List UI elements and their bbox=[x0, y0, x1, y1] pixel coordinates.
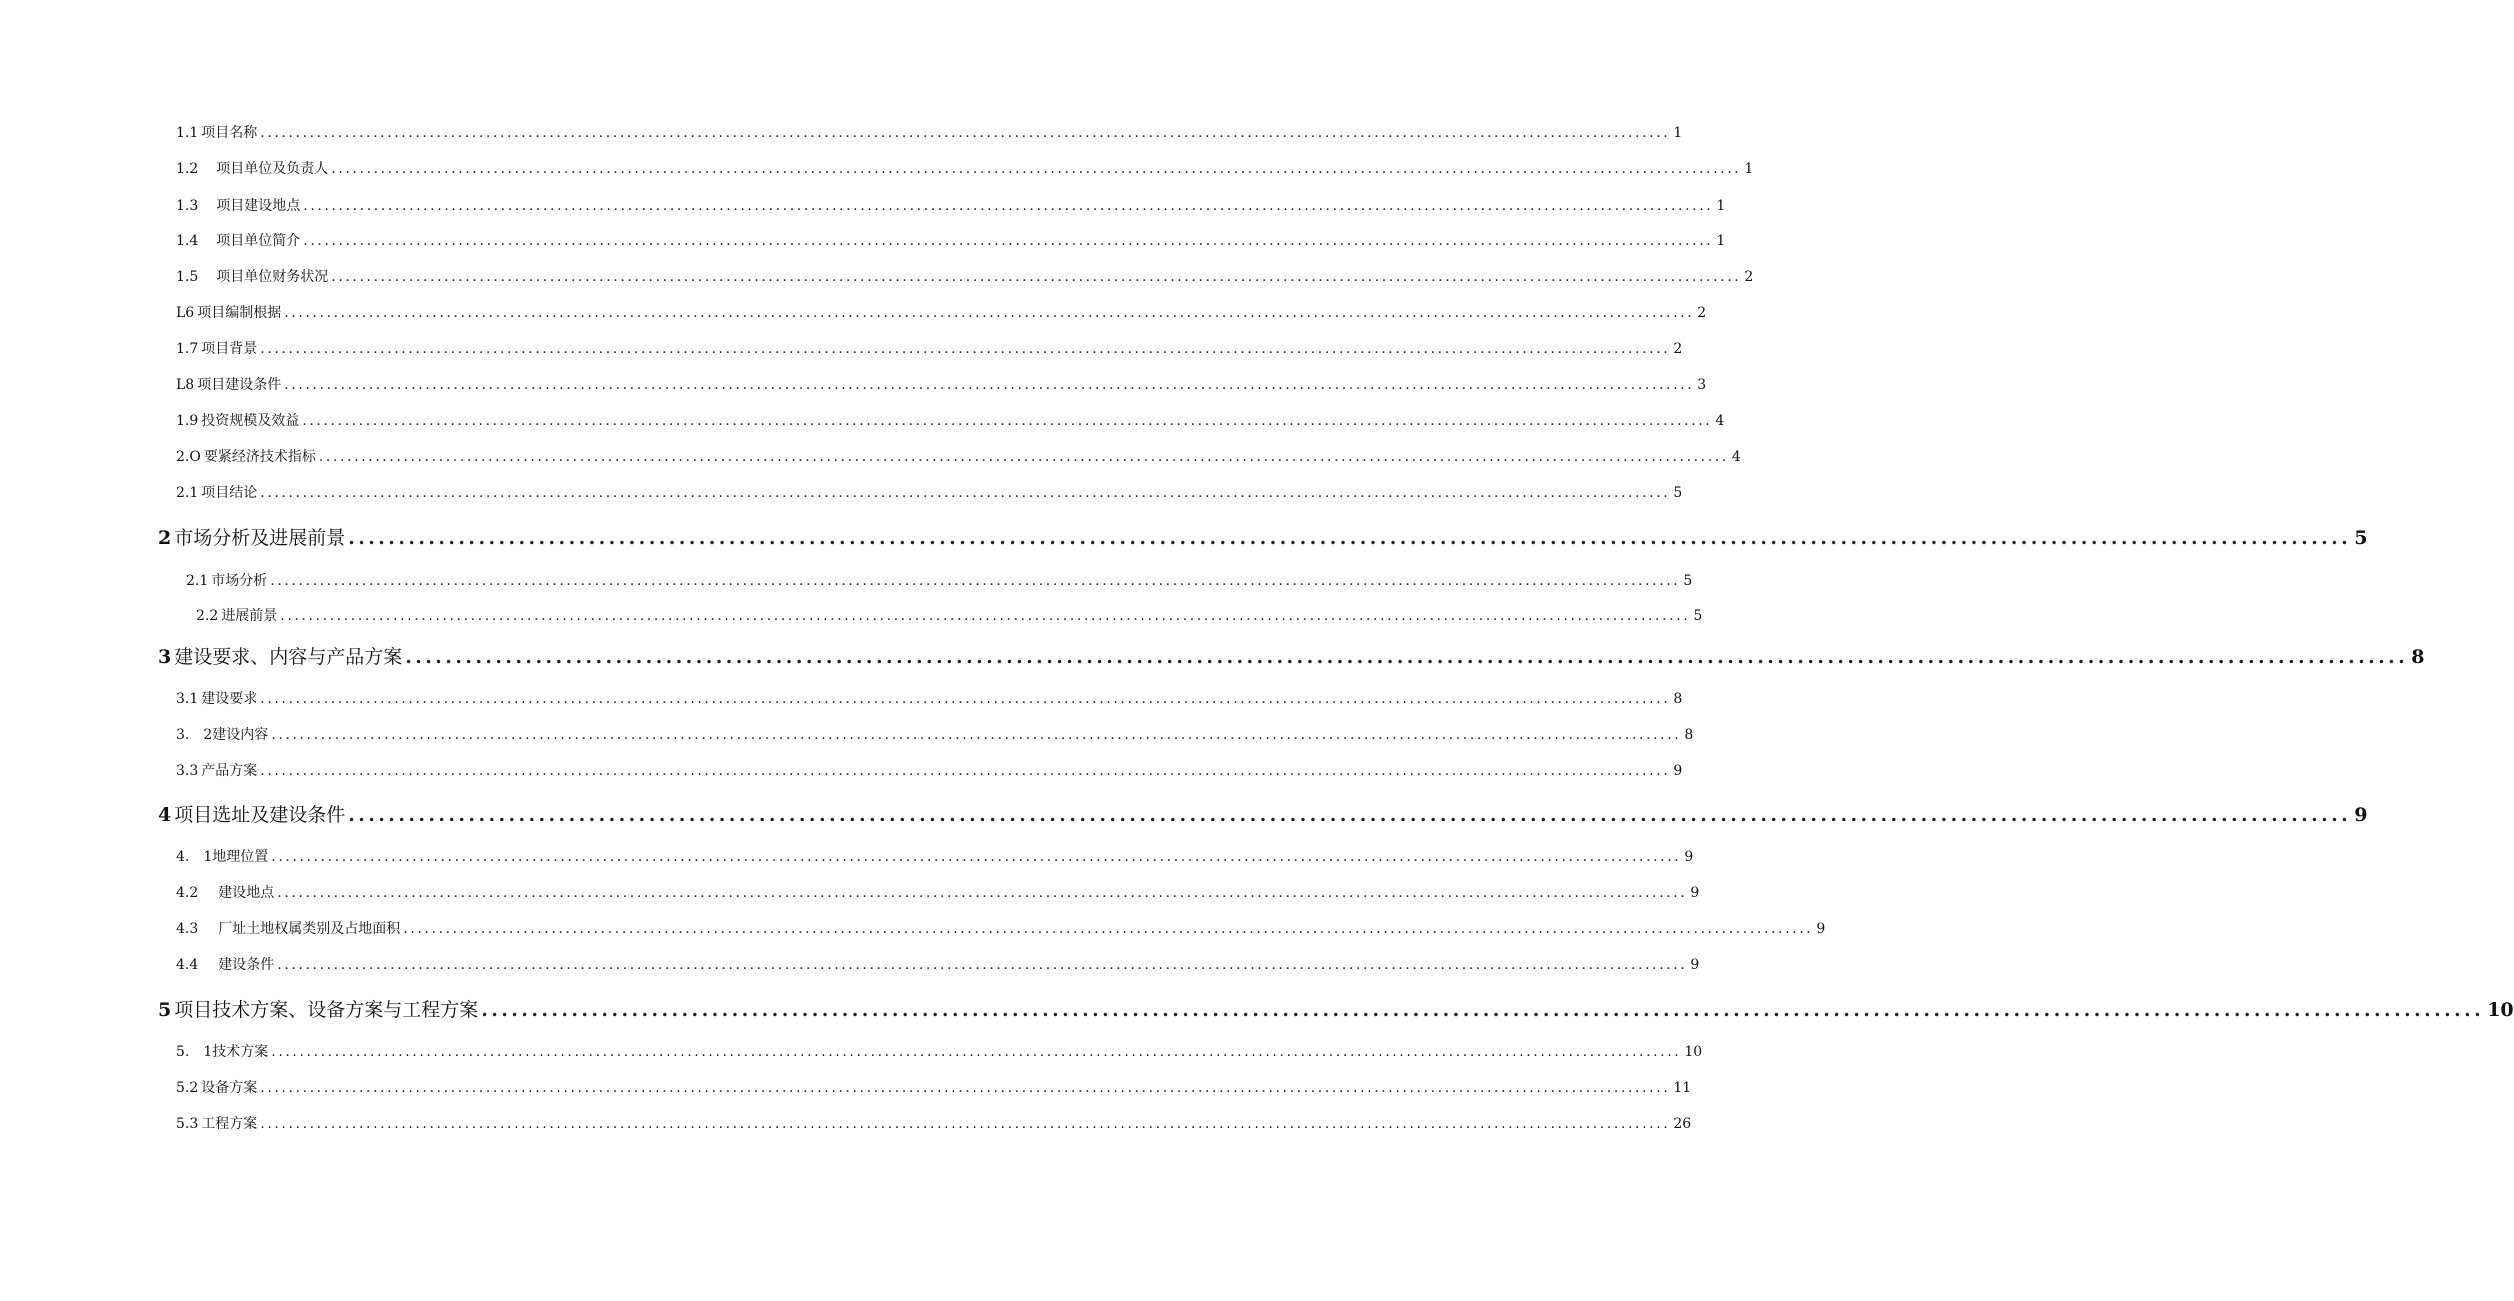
toc-entry-label: L6 项目编制根据 bbox=[176, 305, 282, 321]
toc-entry[interactable] bbox=[176, 955, 1700, 975]
toc-entry-label: 2.2 进展前景 bbox=[196, 608, 278, 624]
toc-entry[interactable] bbox=[176, 1078, 1692, 1098]
toc-leader: ........................................................................................................................................................................................................ bbox=[302, 413, 1713, 429]
toc-leader: ........................................................................................................................................................................................................ bbox=[280, 608, 1691, 624]
toc-leader: ........................................................................................................................................................................................................ bbox=[303, 233, 1714, 249]
toc-entry[interactable] bbox=[176, 411, 1725, 431]
toc-entry[interactable] bbox=[176, 847, 1694, 867]
toc-leader: ........................................................................................................................................................................................................ bbox=[284, 377, 1695, 393]
toc-leader: ........................................................................................................................................................................................................ bbox=[270, 573, 1681, 589]
toc-entry[interactable] bbox=[176, 303, 1707, 323]
toc-entry-label: 1.1 项目名称 bbox=[176, 125, 258, 141]
toc-page-number: 5 bbox=[1683, 573, 1693, 589]
toc-chapter-entry[interactable] bbox=[158, 997, 2514, 1023]
toc-leader: ........................................................................................................................................................................................................ bbox=[260, 485, 1671, 501]
toc-entry[interactable] bbox=[176, 883, 1700, 903]
toc-page-number: 5 bbox=[2354, 527, 2368, 549]
toc-entry[interactable] bbox=[176, 761, 1683, 781]
toc-entry[interactable] bbox=[176, 725, 1694, 745]
toc-entry-label: 1.3 项目建设地点 bbox=[176, 198, 301, 214]
toc-leader: ........................................................................................................................................................................................................ bbox=[348, 804, 2352, 826]
toc-leader: ........................................................................................................................................................................................................ bbox=[403, 921, 1814, 937]
toc-page-number: 2 bbox=[1673, 341, 1683, 357]
toc-page-number: 9 bbox=[1684, 849, 1694, 865]
toc-page-number: 1 bbox=[1673, 125, 1683, 141]
toc-entry[interactable] bbox=[176, 1042, 1703, 1062]
toc-page-number: 10 bbox=[2487, 999, 2514, 1021]
toc-page-number: 4 bbox=[1731, 449, 1741, 465]
toc-chapter-entry[interactable] bbox=[158, 644, 2425, 670]
toc-chapter-entry[interactable] bbox=[158, 802, 2368, 828]
toc-page-number: 11 bbox=[1673, 1080, 1692, 1096]
toc-page-number: 10 bbox=[1684, 1044, 1703, 1060]
toc-page-number: 1 bbox=[1716, 233, 1726, 249]
toc-entry-label: 3.3 产品方案 bbox=[176, 763, 258, 779]
toc-entry-label: 4 项目选址及建设条件 bbox=[158, 804, 346, 826]
toc-entry[interactable] bbox=[176, 159, 1754, 179]
toc-page-number: 8 bbox=[2411, 646, 2425, 668]
toc-page-number: 1 bbox=[1716, 198, 1726, 214]
toc-leader: ........................................................................................................................................................................................................ bbox=[260, 341, 1671, 357]
toc-entry-label: 1.4 项目单位简介 bbox=[176, 233, 301, 249]
toc-entry-label: 5.3 工程方案 bbox=[176, 1116, 258, 1132]
toc-page-number: 2 bbox=[1697, 305, 1707, 321]
toc-entry-label: 2 市场分析及进展前景 bbox=[158, 527, 346, 549]
toc-leader: ........................................................................................................................................................................................................ bbox=[318, 449, 1729, 465]
toc-page-number: 26 bbox=[1673, 1116, 1692, 1132]
toc-leader: ........................................................................................................................................................................................................ bbox=[271, 727, 1682, 743]
toc-leader: ........................................................................................................................................................................................................ bbox=[481, 999, 2485, 1021]
toc-entry-label: 1.7 项目背景 bbox=[176, 341, 258, 357]
toc-page-number: 4 bbox=[1715, 413, 1725, 429]
toc-page-number: 8 bbox=[1684, 727, 1694, 743]
toc-entry[interactable] bbox=[176, 339, 1683, 359]
toc-chapter-entry[interactable] bbox=[158, 525, 2368, 551]
toc-page-number: 9 bbox=[1690, 885, 1700, 901]
toc-leader: ........................................................................................................................................................................................................ bbox=[260, 125, 1671, 141]
toc-page-number: 9 bbox=[1673, 763, 1683, 779]
toc-entry-label: 2.1 项目结论 bbox=[176, 485, 258, 501]
toc-entry-label: 5 项目技术方案、设备方案与工程方案 bbox=[158, 999, 479, 1021]
toc-leader: ........................................................................................................................................................................................................ bbox=[348, 527, 2352, 549]
toc-entry-label: 1.2 项目单位及负责人 bbox=[176, 161, 329, 177]
toc-leader: ........................................................................................................................................................................................................ bbox=[277, 957, 1688, 973]
toc-entry[interactable] bbox=[186, 571, 1693, 591]
toc-entry[interactable] bbox=[176, 919, 1826, 939]
toc-entry[interactable] bbox=[176, 689, 1683, 709]
toc-leader: ........................................................................................................................................................................................................ bbox=[405, 646, 2409, 668]
toc-leader: ........................................................................................................................................................................................................ bbox=[260, 1116, 1671, 1132]
toc-leader: ........................................................................................................................................................................................................ bbox=[331, 269, 1742, 285]
toc-leader: ........................................................................................................................................................................................................ bbox=[331, 161, 1742, 177]
toc-entry-label: 3.1 建设要求 bbox=[176, 691, 258, 707]
toc-entry-label: 4.2 建设地点 bbox=[176, 885, 275, 901]
toc-entry-label: 4.3 厂址土地权属类别及占地面积 bbox=[176, 921, 401, 937]
toc-entry-label: 3. 2建设内容 bbox=[176, 727, 269, 743]
toc-entry[interactable] bbox=[176, 375, 1707, 395]
toc-page-number: 2 bbox=[1744, 269, 1754, 285]
toc-entry-label: 1.9 投资规模及效益 bbox=[176, 413, 300, 429]
toc-page-number: 8 bbox=[1673, 691, 1683, 707]
toc-leader: ........................................................................................................................................................................................................ bbox=[271, 849, 1682, 865]
toc-leader: ........................................................................................................................................................................................................ bbox=[303, 198, 1714, 214]
toc-entry[interactable] bbox=[196, 606, 1703, 626]
toc-leader: ........................................................................................................................................................................................................ bbox=[277, 885, 1688, 901]
toc-page-number: 1 bbox=[1744, 161, 1754, 177]
toc-page-number: 3 bbox=[1697, 377, 1707, 393]
toc-leader: ........................................................................................................................................................................................................ bbox=[271, 1044, 1682, 1060]
toc-leader: ........................................................................................................................................................................................................ bbox=[260, 1080, 1671, 1096]
toc-leader: ........................................................................................................................................................................................................ bbox=[260, 763, 1671, 779]
toc-entry-label: 3 建设要求、内容与产品方案 bbox=[158, 646, 403, 668]
toc-entry-label: 5.2 设备方案 bbox=[176, 1080, 258, 1096]
toc-entry[interactable] bbox=[176, 1114, 1692, 1134]
toc-entry-label: 4.4 建设条件 bbox=[176, 957, 275, 973]
toc-entry-label: L8 项目建设条件 bbox=[176, 377, 282, 393]
toc-entry-label: 2.1 市场分析 bbox=[186, 573, 268, 589]
toc-entry-label: 1.5 项目单位财务状况 bbox=[176, 269, 329, 285]
toc-entry[interactable] bbox=[176, 447, 1741, 467]
toc-entry[interactable] bbox=[176, 123, 1683, 143]
toc-entry[interactable] bbox=[176, 483, 1683, 503]
toc-page-number: 9 bbox=[1816, 921, 1826, 937]
toc-page-number: 9 bbox=[2354, 804, 2368, 826]
toc-entry[interactable] bbox=[176, 231, 1726, 251]
toc-entry-label: 4. 1地理位置 bbox=[176, 849, 269, 865]
toc-leader: ........................................................................................................................................................................................................ bbox=[284, 305, 1695, 321]
toc-entry[interactable] bbox=[176, 267, 1754, 287]
toc-entry[interactable] bbox=[176, 196, 1726, 216]
toc-leader: ........................................................................................................................................................................................................ bbox=[260, 691, 1671, 707]
toc-page-number: 9 bbox=[1690, 957, 1700, 973]
toc-page-number: 5 bbox=[1693, 608, 1703, 624]
toc-page-number: 5 bbox=[1673, 485, 1683, 501]
toc-entry-label: 2.O 要紧经济技术指标 bbox=[176, 449, 316, 465]
toc-entry-label: 5. 1技术方案 bbox=[176, 1044, 269, 1060]
